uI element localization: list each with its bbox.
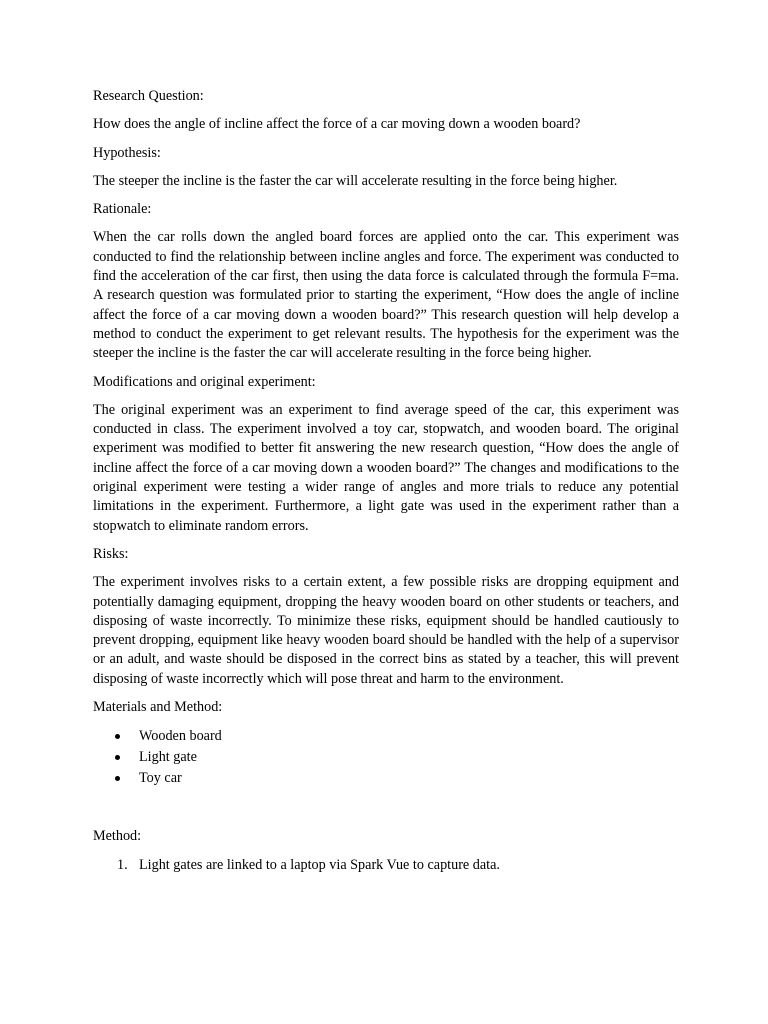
research-question-heading: Research Question: (93, 88, 204, 104)
list-item (93, 856, 679, 875)
risks-heading: Risks: (93, 545, 129, 562)
step-number: 1. (117, 857, 128, 873)
materials-heading: Materials and Method: (93, 699, 223, 716)
list-item (93, 768, 679, 789)
method-heading: Method: (93, 827, 142, 844)
hypothesis-text: The steeper the incline is the faster the car will accelerate resulting in the force being higher. (93, 172, 618, 189)
material-label: Light gate (139, 749, 197, 766)
risks-text: The experiment involves risks to a certain extent, a few possible risks are dropping equipment and potentially damaging equipment, dropping the heavy wooden board on other students or teachers, and disposing of waste incorrectly. To minimize these risks, equipment should be handled cautiously to prevent dropping, equipment like heavy wooden board should be handled with the help of a supervisor or an adult, and waste should be disposed in the correct bins as stated by a teacher, this will prevent disposing of waste incorrectly which will pose threat and harm to the environment. (93, 574, 679, 687)
modifications-text: The original experiment was an experiment to find average speed of the car, this experiment was conducted in class. The experiment involved a toy car, stopwatch, and wooden board. The original experiment was modified to better fit answering the new research question, “How does the angle of incline affect the force of a car moving down a wooden board?” The changes and modifications to the original experiment were testing a wider range of angles and more trials to reduce any potential limitations in the experiment. Furthermore, a light gate was used in the experiment rather than a stopwatch to eliminate random errors. (93, 401, 679, 534)
method-steps (93, 856, 679, 875)
document-page (93, 87, 679, 875)
rationale-heading: Rationale: (93, 201, 152, 218)
list-item (93, 726, 679, 747)
step-text: Light gates are linked to a laptop via Spark Vue to capture data. (139, 857, 500, 873)
bullet-icon (115, 776, 120, 781)
rationale-text: When the car rolls down the angled board forces are applied onto the car. This experiment was conducted to find the relationship between incline angles and force. The experiment was conducted to find the acceleration of the car first, then using the data force is calculated through the formula F=ma. A research question was formulated prior to starting the experiment, “How does the angle of incline affect the force of a car moving down a wooden board?” This research question will help develop a method to conduct the experiment to get relevant results. The hypothesis for the experiment was the steeper the incline is the faster the car will accelerate resulting in the force being higher. (93, 229, 679, 362)
research-question-text: How does the angle of incline affect the force of a car moving down a wooden board? (93, 116, 581, 133)
bullet-icon (115, 755, 120, 760)
bullet-icon (115, 734, 120, 739)
material-label: Toy car (139, 769, 182, 786)
modifications-heading: Modifications and original experiment: (93, 373, 316, 390)
material-label: Wooden board (139, 728, 222, 745)
list-item (93, 747, 679, 768)
hypothesis-heading: Hypothesis: (93, 144, 161, 161)
materials-list (93, 726, 679, 788)
